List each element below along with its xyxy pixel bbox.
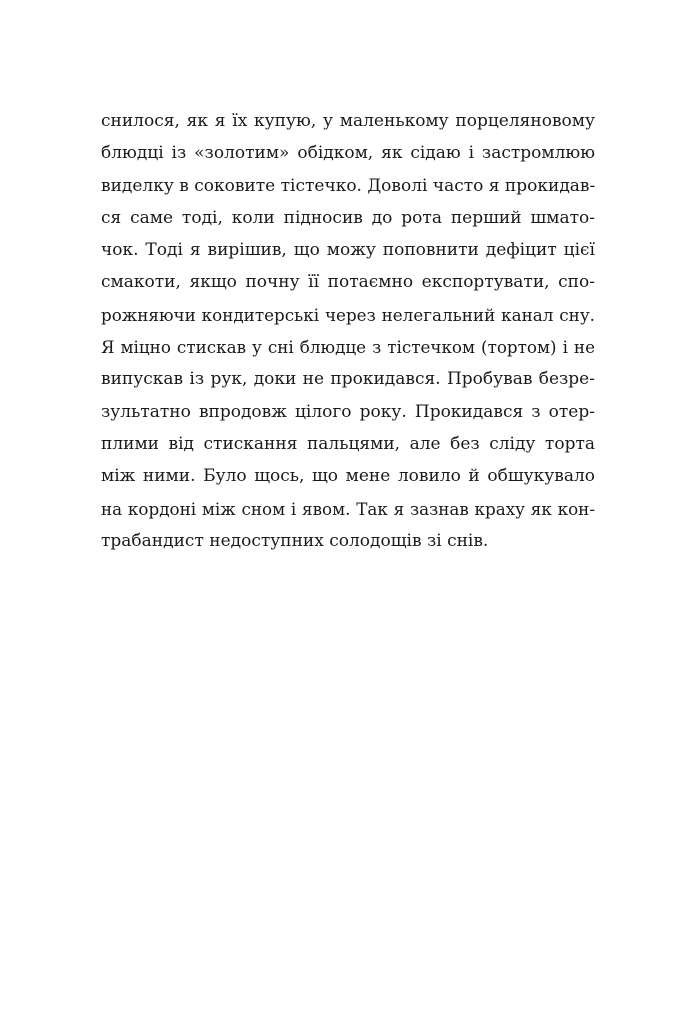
text-line: смакоти, якщо почну її потаємно експортувати, спо- xyxy=(101,272,595,293)
text-line: блюдці із «золотим» обідком, як сідаю і застромлюю xyxy=(101,143,595,164)
text-line: рожняючи кондитерські через нелегальний канал сну. xyxy=(101,304,595,325)
text-line: випускав із рук, доки не прокидався. Пробував безре- xyxy=(101,369,595,390)
text-line: виделку в соковите тістечко. Доволі часто я прокидав- xyxy=(101,175,595,196)
text-line: трабандист недоступних солодощів зі снів. xyxy=(101,530,489,551)
text-line: Я міцно стискав у сні блюдце з тістечком (тортом) і не xyxy=(101,337,595,358)
text-line: ся саме тоді, коли підносив до рота перший шмато- xyxy=(101,207,595,228)
text-line: чок. Тоді я вирішив, що можу поповнити дефіцит цієї xyxy=(101,240,595,261)
text-line: плими від стискання пальцями, але без сліду торта xyxy=(101,433,595,454)
text-line: на кордоні між сном і явом. Так я зазнав краху як кон- xyxy=(101,498,595,519)
body-text xyxy=(101,105,595,557)
text-line: зультатно впродовж цілого року. Прокидався з отер- xyxy=(101,401,595,422)
text-line: снилося, як я їх купую, у маленькому порцеляновому xyxy=(101,111,595,131)
text-line: між ними. Було щось, що мене ловило й обшукувало xyxy=(101,466,595,487)
